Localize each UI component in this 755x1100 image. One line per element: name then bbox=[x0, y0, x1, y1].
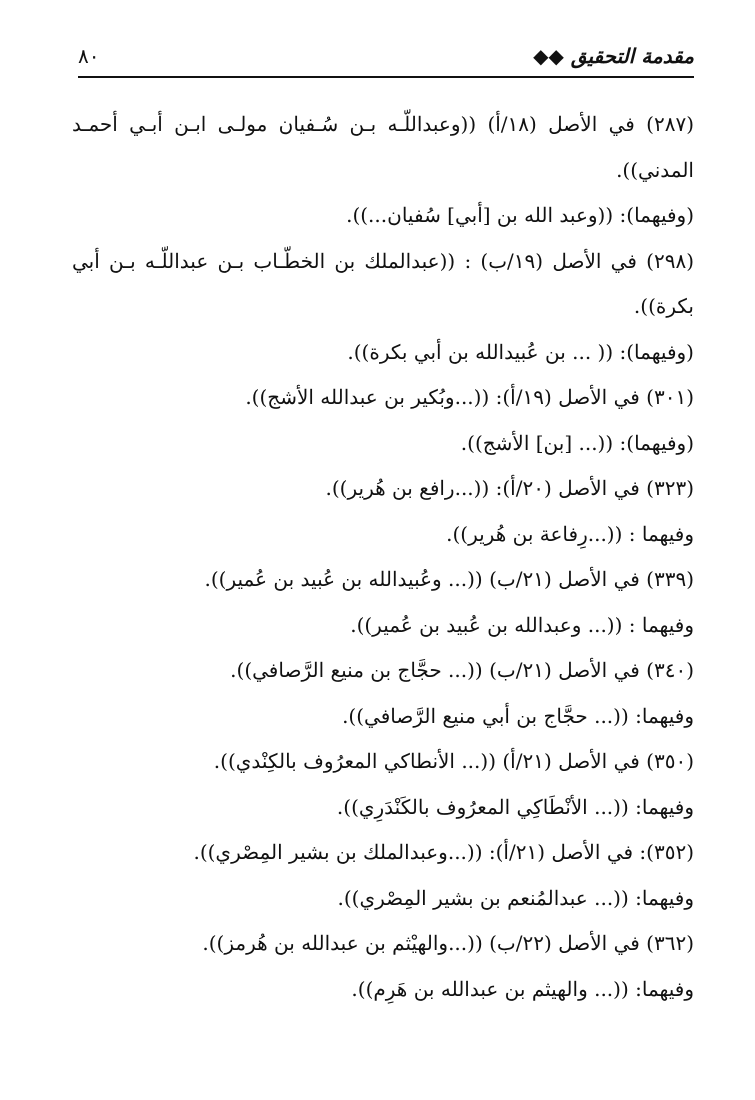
entry-340-note: وفيهما: ((... حجَّاج بن أبي منيع الرَّصافي)). bbox=[342, 703, 694, 728]
entry-323: (٣٢٣) في الأصل (٢٠/أ): ((...رافع بن هُرير)). bbox=[325, 476, 694, 500]
page-number: ٨٠ bbox=[78, 44, 100, 68]
entry-298-note: (وفيهما): (( ... بن عُبيدالله بن أبي بكرة)). bbox=[347, 339, 694, 364]
header-rule bbox=[78, 76, 694, 78]
page-header bbox=[78, 40, 694, 78]
entry-287: (٢٨٧) في الأصل (١٨/أ) ((وعبداللّـه بـن سُـفيان مولـى ابـن أبـي أحمـد المدني)). bbox=[72, 112, 694, 182]
running-title: مقدمة التحقيق ◆◆ bbox=[533, 44, 694, 68]
entry-323-note: وفيهما : ((...رِفاعة بن هُرير)). bbox=[446, 521, 694, 546]
entry-298: (٢٩٨) في الأصل (١٩/ب) : ((عبدالملك بن الخطّـاب بـن عبداللّـه بـن أبي بكرة)). bbox=[72, 248, 694, 318]
page-body bbox=[72, 102, 694, 1012]
entry-352: (٣٥٢): في الأصل (٢١/أ): ((...وعبدالملك بن بشير المِصْري)). bbox=[193, 840, 694, 864]
entry-362-note: وفيهما: ((... والهيثم بن عبدالله بن هَرِم)). bbox=[351, 976, 694, 1001]
entry-287-note: (وفيهما): ((وعبد الله بن [أبي] سُفيان...)). bbox=[346, 203, 694, 227]
entry-362: (٣٦٢) في الأصل (٢٢/ب) ((...والهيْثم بن عبدالله بن هُرمز)). bbox=[202, 931, 694, 955]
entry-339: (٣٣٩) في الأصل (٢١/ب) ((... وعُبيدالله بن عُبيد بن عُمير)). bbox=[204, 567, 694, 591]
entry-301: (٣٠١) في الأصل (١٩/أ): ((...وبُكير بن عبدالله الأشج)). bbox=[245, 385, 694, 409]
entry-350-note: وفيهما: ((... الأنْطَاكِي المعرُوف بالكَنْدَرِي)). bbox=[336, 794, 694, 819]
entry-339-note: وفيهما : ((... وعبدالله بن عُبيد بن عُمير)). bbox=[350, 612, 694, 637]
entry-350: (٣٥٠) في الأصل (٢١/أ) ((... الأنطاكي المعرُوف بالكِنْدي)). bbox=[213, 749, 694, 773]
entry-352-note: وفيهما: ((... عبدالمُنعم بن بشير المِصْري)). bbox=[337, 885, 694, 910]
entry-340: (٣٤٠) في الأصل (٢١/ب) ((... حجَّاج بن منيع الرَّصافي)). bbox=[230, 658, 694, 682]
entry-301-note: (وفيهما): ((... [بن] الأشج)). bbox=[460, 430, 694, 455]
